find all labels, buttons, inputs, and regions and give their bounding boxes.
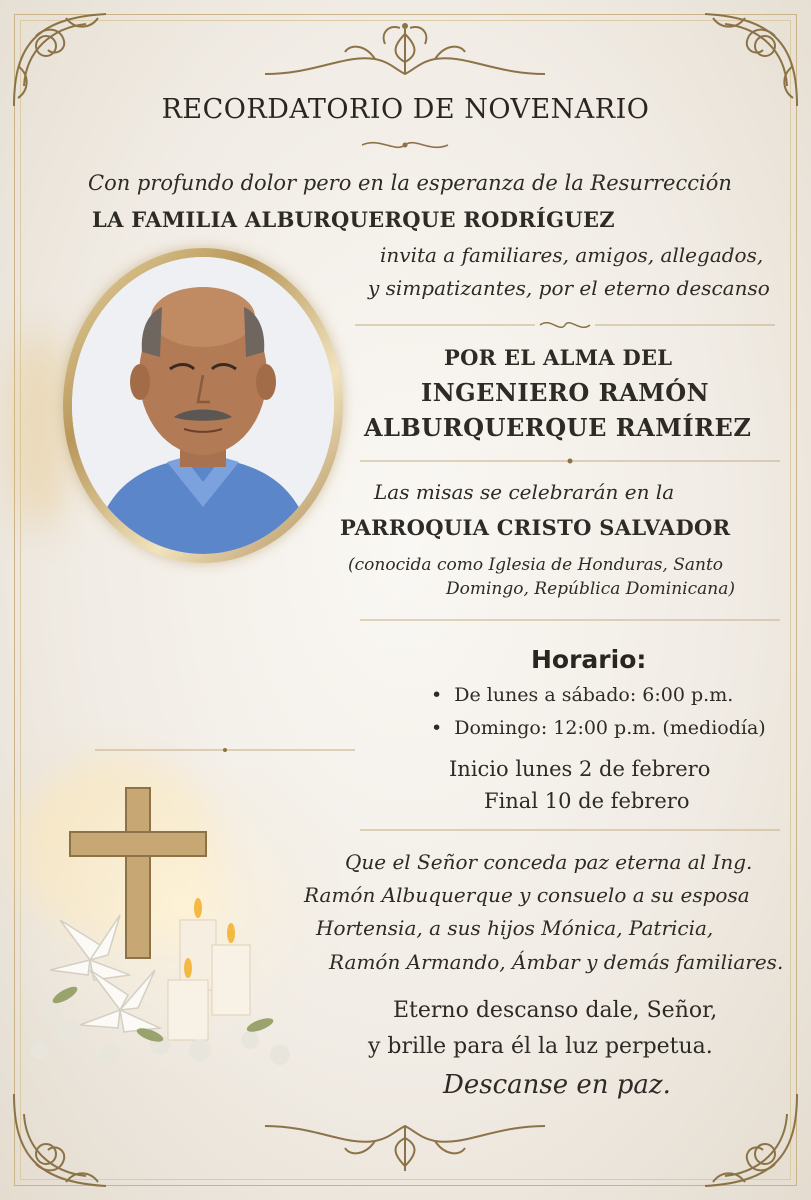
- bokeh-glow: [10, 330, 70, 530]
- top-center-ornament: [255, 14, 555, 84]
- prayer-line-1: Que el Señor conceda paz eterna al Ing.: [345, 850, 753, 874]
- soul-label: POR EL ALMA DEL: [444, 345, 673, 370]
- section-divider-3: [360, 614, 780, 626]
- start-date: Inicio lunes 2 de febrero: [449, 757, 711, 781]
- parish-note-line-1: (conocida como Iglesia de Honduras, Santo: [348, 555, 724, 575]
- masses-intro: Las misas se celebrarán en la: [374, 480, 675, 504]
- closing-line-2: y brille para él la luz perpetua.: [368, 1034, 713, 1059]
- family-name: LA FAMILIA ALBURQUERQUE RODRÍGUEZ: [92, 207, 615, 232]
- section-divider-4: [360, 824, 780, 836]
- section-divider-2: [360, 455, 780, 467]
- card-title: RECORDATORIO DE NOVENARIO: [161, 94, 650, 125]
- title-divider: [360, 135, 450, 155]
- schedule-heading: Horario:: [531, 645, 647, 674]
- portrait-illustration: [72, 257, 334, 554]
- parish-name: PARROQUIA CRISTO SALVADOR: [340, 515, 731, 540]
- rest-in-peace: Descanse en paz.: [443, 1070, 671, 1100]
- bottom-center-ornament: [255, 1116, 555, 1186]
- invite-line-2: y simpatizantes, por el eterno descanso: [368, 276, 770, 300]
- prayer-line-2: Ramón Albuquerque y consuelo a su esposa: [304, 883, 750, 907]
- deceased-name-line-1: INGENIERO RAMÓN: [421, 378, 710, 407]
- schedule-item-weekdays: • De lunes a sábado: 6:00 p.m.: [431, 684, 733, 706]
- section-divider-1: [355, 317, 775, 333]
- prayer-line-3: Hortensia, a sus hijos Mónica, Patricia,: [316, 916, 714, 940]
- parish-note-line-2: Domingo, República Dominicana): [446, 579, 735, 599]
- bottom-right-corner-ornament: [685, 1084, 805, 1194]
- invite-line-1: invita a familiares, amigos, allegados,: [380, 243, 764, 267]
- cross-candles-lilies-illustration: [20, 770, 340, 1070]
- prayer-line-4: Ramón Armando, Ámbar y demás familiares.: [329, 950, 784, 974]
- left-divider: [95, 744, 355, 756]
- deceased-portrait: [72, 257, 334, 554]
- end-date: Final 10 de febrero: [484, 789, 690, 813]
- closing-line-1: Eterno descanso dale, Señor,: [393, 998, 718, 1023]
- bottom-left-corner-ornament: [6, 1084, 126, 1194]
- intro-line: Con profundo dolor pero en la esperanza de la Resurrección: [88, 171, 732, 195]
- schedule-item-sunday: • Domingo: 12:00 p.m. (mediodía): [431, 717, 766, 739]
- deceased-name-line-2: ALBURQUERQUE RAMÍREZ: [364, 413, 752, 442]
